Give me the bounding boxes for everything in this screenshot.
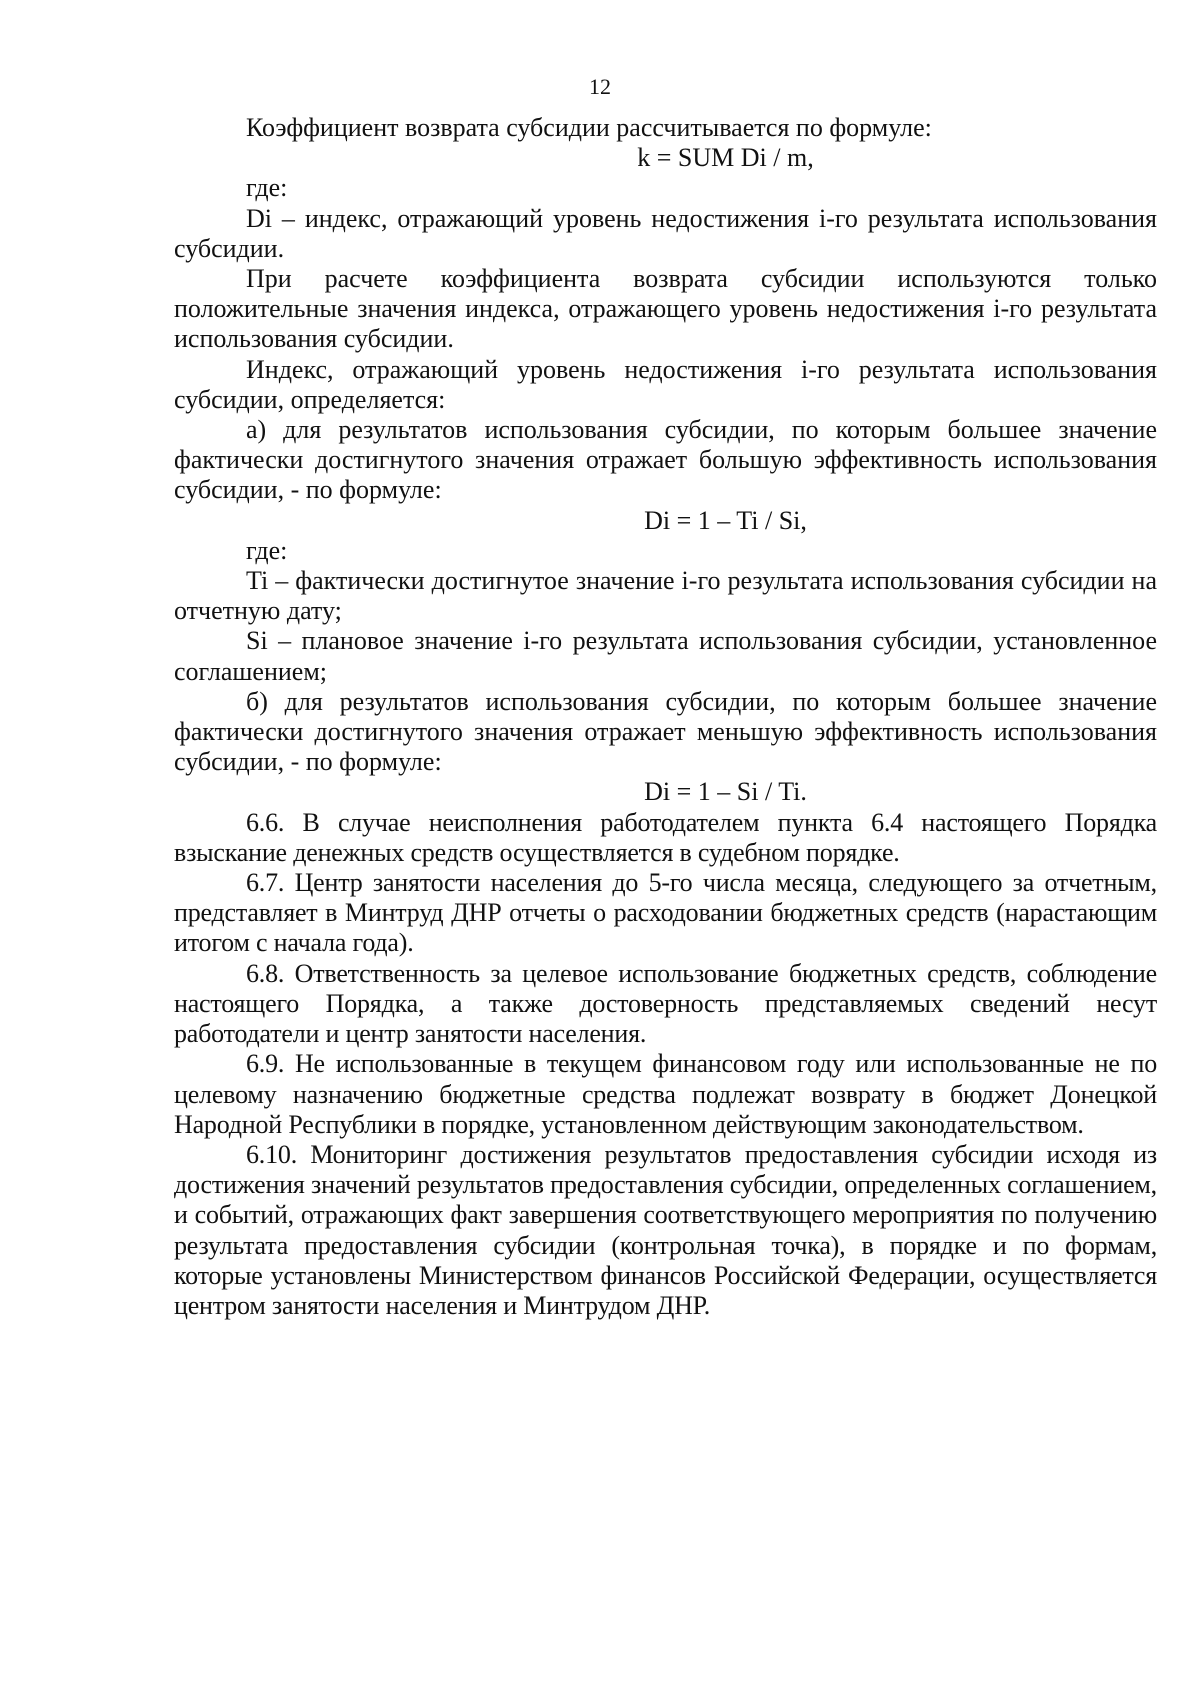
document-body xyxy=(174,113,1157,1321)
paragraph-case-b: б) для результатов использования субсидии, по которым большее значение фактически достигнутого значения отражает меньшую эффективность использования субсидии, - по формуле: xyxy=(174,686,1157,777)
paragraph-6-10: 6.10. Мониторинг достижения результатов предоставления субсидии исходя из достижения значений результатов предоставления субсидии, определенных соглашением, и событий, отражающих факт завершения соответствующего мероприятия по получению результата предоставления субсидии (контрольная точка), в порядке и по формам, которые установлены Министерством финансов Российской Федерации, осуществляется центром занятости населения и Минтрудом ДНР. xyxy=(174,1139,1157,1320)
paragraph-6-7: 6.7. Центр занятости населения до 5-го числа месяца, следующего за отчетным, представляет в Минтруд ДНР отчеты о расходовании бюджетных средств (нарастающим итогом с начала года). xyxy=(174,868,1157,958)
paragraph-6-8: 6.8. Ответственность за целевое использование бюджетных средств, соблюдение настоящего Порядка, а также достоверность представляемых сведений несут работодатели и центр занятости населения. xyxy=(174,958,1157,1049)
where-label: где: xyxy=(246,173,288,203)
page-number: 12 xyxy=(589,74,611,99)
formula-di-b: Di = 1 – Si / Ti. xyxy=(644,777,807,807)
formula-di-a: Di = 1 – Ti / Si, xyxy=(644,505,807,535)
paragraph-ti-definition: Ti – фактически достигнутое значение i-го результата использования субсидии на отчетную дату; xyxy=(174,566,1157,626)
formula-k: k = SUM Di / m, xyxy=(637,143,814,173)
paragraph-6-9: 6.9. Не использованные в текущем финансовом году или использованные не по целевому назначению бюджетные средства подлежат возврату в бюджет Донецкой Народной Республики в порядке, установленном действующим законодательством. xyxy=(174,1049,1157,1139)
paragraph-case-a: а) для результатов использования субсидии, по которым большее значение фактически достигнутого значения отражает большую эффективность использования субсидии, - по формуле: xyxy=(174,415,1157,505)
paragraph-positive-values: При расчете коэффициента возврата субсидии используются только положительные значения индекса, отражающего уровень недостижения i-го результата использования субсидии. xyxy=(174,264,1157,354)
where-label: где: xyxy=(246,535,288,565)
paragraph-index-determined: Индекс, отражающий уровень недостижения i-го результата использования субсидии, определяется: xyxy=(174,354,1157,414)
paragraph-di-definition: Di – индекс, отражающий уровень недостижения i-го результата использования субсидии. xyxy=(174,203,1157,263)
paragraph-6-6: 6.6. В случае неисполнения работодателем пункта 6.4 настоящего Порядка взыскание денежных средств осуществляется в судебном порядке. xyxy=(174,807,1157,867)
paragraph-si-definition: Si – плановое значение i-го результата использования субсидии, установленное соглашением; xyxy=(174,626,1157,686)
paragraph-formula-intro: Коэффициент возврата субсидии рассчитывается по формуле: xyxy=(246,113,932,142)
